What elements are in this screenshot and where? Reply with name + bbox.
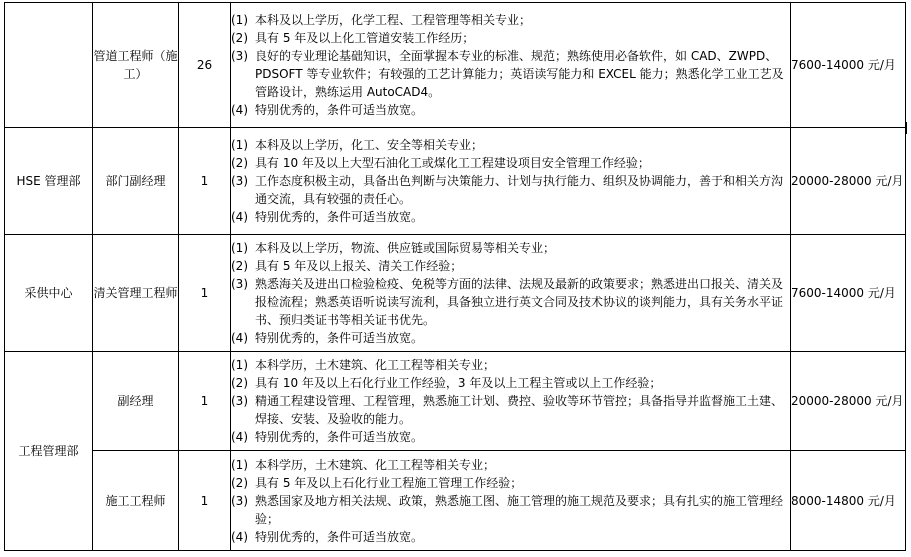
- requirement-item: [231, 492, 790, 528]
- position-cell: 施工工程师: [93, 451, 179, 551]
- department-cell: 采供中心: [5, 235, 93, 352]
- requirements-cell: [231, 128, 791, 235]
- requirement-item: [231, 172, 790, 208]
- requirement-item: [231, 356, 790, 374]
- headcount-cell: 1: [179, 451, 231, 551]
- requirement-marker: (1): [231, 457, 248, 472]
- requirement-text: 熟悉海关及进出口检验检疫、免税等方面的法律、法规及最新的政策要求；熟悉进出口报关、清关及报检流程；熟悉英语听说读写流利，具备独立进行英文合同及技术协议的谈判能力，具有关务水平证书、预归类证书等相关证书优先。: [255, 277, 784, 327]
- requirement-item: [231, 392, 790, 428]
- table-row: [5, 128, 906, 235]
- salary-cell: 7600-14000 元/月: [791, 235, 906, 352]
- requirement-item: [231, 474, 790, 492]
- recruitment-table: [4, 2, 906, 551]
- requirement-item: [231, 329, 790, 347]
- requirement-marker: (2): [231, 259, 248, 273]
- requirement-text: 特别优秀的，条件可适当放宽。: [255, 210, 424, 224]
- requirement-text: 本科及以上学历，化工、安全等相关专业；: [255, 138, 484, 152]
- requirement-item: [231, 136, 790, 154]
- requirement-text: 特别优秀的，条件可适当放宽。: [255, 331, 424, 345]
- requirement-marker: (2): [231, 156, 248, 170]
- requirements-cell: [231, 451, 791, 551]
- requirement-marker: (4): [231, 331, 248, 345]
- position-cell: 管道工程师（施工）: [93, 3, 179, 128]
- requirement-marker: (3): [231, 174, 248, 188]
- requirement-text: 特别优秀的，条件可适当放宽。: [255, 529, 424, 544]
- department-cell: HSE 管理部: [5, 128, 93, 235]
- requirement-text: 具有 10 年及以上石化行业工作经验，3 年及以上工程主管或以上工作经验；: [255, 376, 662, 390]
- requirement-text: 具有 5 年及以上石化行业工程施工管理工作经验；: [255, 475, 523, 490]
- requirement-item: [231, 29, 790, 47]
- requirement-marker: (1): [231, 241, 248, 255]
- requirement-text: 特别优秀的，条件可适当放宽。: [255, 103, 424, 117]
- requirement-item: [231, 257, 790, 275]
- salary-cell: 8000-14800 元/月: [791, 451, 906, 551]
- requirement-marker: (2): [231, 376, 248, 390]
- requirements-cell: [231, 3, 791, 128]
- requirement-text: 本科学历，土木建筑、化工工程等相关专业；: [255, 457, 496, 472]
- requirement-text: 工作态度积极主动，具备出色判断与决策能力、计划与执行能力、组织及协调能力，善于和相关方沟通交流，具有较强的责任心。: [255, 174, 784, 206]
- requirement-text: 特别优秀的，条件可适当放宽。: [255, 430, 424, 444]
- requirement-item: [231, 154, 790, 172]
- requirement-item: [231, 11, 790, 29]
- requirement-text: 具有 5 年及以上化工管道安装工作经历；: [255, 31, 475, 45]
- requirement-marker: (1): [231, 13, 248, 27]
- position-cell: 部门副经理: [93, 128, 179, 235]
- table-row: [5, 352, 906, 451]
- salary-cell: 20000-28000 元/月: [791, 128, 906, 235]
- requirement-item: [231, 101, 790, 119]
- position-cell: 清关管理工程师: [93, 235, 179, 352]
- requirement-item: [231, 456, 790, 474]
- requirement-marker: (2): [231, 475, 248, 490]
- requirement-marker: (4): [231, 430, 248, 444]
- salary-cell: 7600-14000 元/月: [791, 3, 906, 128]
- requirement-item: [231, 428, 790, 446]
- requirements-cell: [231, 352, 791, 451]
- requirement-text: 精通工程建设管理、工程管理，熟悉施工计划、费控、验收等环节管控；具备指导并监督施工土建、焊接、安装、及验收的能力。: [255, 394, 784, 426]
- requirement-marker: (4): [231, 103, 248, 117]
- requirement-item: [231, 275, 790, 329]
- requirement-text: 本科及以上学历，物流、供应链或国际贸易等相关专业；: [255, 241, 556, 255]
- department-cell: [5, 3, 93, 128]
- requirement-marker: (1): [231, 138, 248, 152]
- requirement-marker: (1): [231, 358, 248, 372]
- requirement-item: [231, 374, 790, 392]
- headcount-cell: 1: [179, 128, 231, 235]
- headcount-cell: 1: [179, 352, 231, 451]
- requirement-marker: (3): [231, 394, 248, 408]
- requirement-text: 本科学历，土木建筑、化工工程等相关专业；: [255, 358, 496, 372]
- requirement-text: 具有 10 年及以上大型石油化工或煤化工工程建设项目安全管理工作经验；: [255, 156, 650, 170]
- requirement-marker: (2): [231, 31, 248, 45]
- requirement-marker: (4): [231, 529, 248, 544]
- table-row: [5, 451, 906, 551]
- requirement-item: [231, 528, 790, 546]
- requirement-item: [231, 239, 790, 257]
- requirements-cell: [231, 235, 791, 352]
- requirement-marker: (4): [231, 210, 248, 224]
- requirement-text: 本科及以上学历，化学工程、工程管理等相关专业；: [255, 13, 532, 27]
- headcount-cell: 1: [179, 235, 231, 352]
- requirement-text: 良好的专业理论基础知识，全面掌握本专业的标准、规范；熟练使用必备软件，如 CAD、ZWPD、PDSOFT 等专业软件；有较强的工艺计算能力；英语读写能力和 EXCEL 能力；熟悉化学工业工艺及管路设计，熟练运用 AutoCAD4。: [255, 49, 784, 99]
- department-cell: 工程管理部: [5, 352, 93, 551]
- requirement-marker: (3): [231, 277, 248, 291]
- table-row: [5, 3, 906, 128]
- headcount-cell: 26: [179, 3, 231, 128]
- table-row: [5, 235, 906, 352]
- requirement-text: 具有 5 年及以上报关、清关工作经验；: [255, 259, 463, 273]
- requirement-text: 熟悉国家及地方相关法规、政策，熟悉施工图、施工管理的施工规范及要求；具有扎实的施工管理经验；: [255, 493, 784, 526]
- requirement-item: [231, 208, 790, 226]
- requirement-item: [231, 47, 790, 101]
- requirement-marker: (3): [231, 493, 248, 508]
- position-cell: 副经理: [93, 352, 179, 451]
- salary-cell: 20000-28000 元/月: [791, 352, 906, 451]
- requirement-marker: (3): [231, 49, 248, 63]
- cursor-mark: [905, 122, 907, 134]
